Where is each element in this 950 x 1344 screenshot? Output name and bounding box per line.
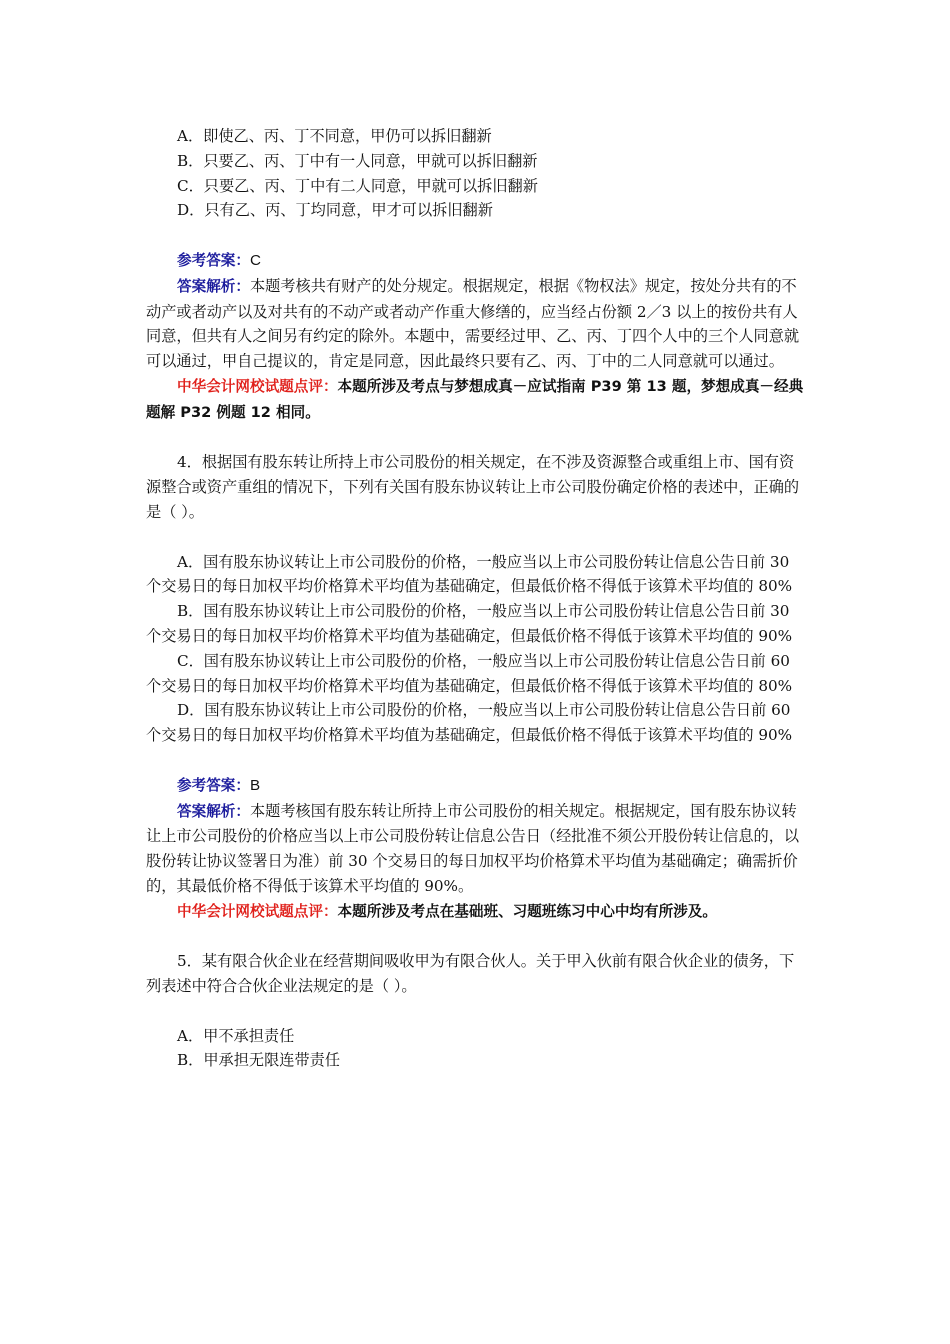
option-d: D．只有乙、丙、丁均同意，甲才可以拆旧翻新: [177, 201, 493, 220]
option-d: D．国有股东协议转让上市公司股份的价格，一般应当以上市公司股份转让信息公告日前 60 个交易日的每日加权平均价格算术平均值为基础确定，但最低价格不得低于该算术平均值的 90%: [146, 701, 793, 745]
review-note: [146, 899, 808, 925]
option-b: B．甲承担无限连带责任: [177, 1051, 341, 1070]
answer-value: C: [249, 251, 261, 269]
spacer: [146, 925, 808, 950]
option-a: A．即使乙、丙、丁不同意，甲仍可以拆旧翻新: [177, 127, 492, 145]
question-3-options: [146, 124, 808, 223]
option-c: C．国有股东协议转让上市公司股份的价格，一般应当以上市公司股份转让信息公告日前 60 个交易日的每日加权平均价格算术平均值为基础确定，但最低价格不得低于该算术平均值的 80%: [146, 651, 793, 695]
spacer: [146, 999, 808, 1024]
question-4-stem: 4．根据国有股东转让所持上市公司股份的相关规定，在不涉及资源整合或重组上市、国有资源整合或资产重组的情况下，下列有关国有股东协议转让上市公司股份确定价格的表述中，正确的是（ ）。: [146, 453, 800, 521]
analysis-label: 答案解析：: [177, 277, 250, 295]
review-text: 本题所涉及考点在基础班、习题班练习中心中均有所涉及。: [337, 902, 717, 920]
reference-answer: [146, 773, 808, 799]
answer-value: B: [249, 776, 261, 794]
spacer: [146, 748, 808, 773]
analysis-label: 答案解析：: [177, 802, 250, 820]
review-note: [146, 374, 808, 426]
review-label: 中华会计网校试题点评：: [177, 377, 338, 395]
option-b: B．只要乙、丙、丁中有一人同意，甲就可以拆旧翻新: [177, 151, 538, 170]
answer-label: 参考答案：: [177, 776, 250, 794]
document-page: [146, 124, 808, 1073]
answer-analysis: [146, 799, 808, 899]
review-label: 中华会计网校试题点评：: [177, 902, 338, 920]
spacer: [146, 426, 808, 451]
answer-label: 参考答案：: [177, 251, 250, 269]
option-c: C．只要乙、丙、丁中有二人同意，甲就可以拆旧翻新: [177, 176, 538, 195]
analysis-text: 本题考核国有股东转让所持上市公司股份的相关规定。根据规定，国有股东协议转让上市公司股份的价格应当以上市公司股份转让信息公告日（经批准不须公开股份转让信息的，以股份转让协议签署日为准）前 30 个交易日的每日加权平均价格算术平均值为基础确定；确需折价的，其最低价格不得低于该算术平均值的 90%。: [146, 801, 800, 895]
answer-analysis: [146, 274, 808, 374]
spacer: [146, 223, 808, 248]
question-5-stem: 5．某有限合伙企业在经营期间吸收甲为有限合伙人。关于甲入伙前有限合伙企业的债务，下列表述中符合合伙企业法规定的是（ ）。: [146, 952, 795, 996]
option-b: B．国有股东协议转让上市公司股份的价格，一般应当以上市公司股份转让信息公告日前 30 个交易日的每日加权平均价格算术平均值为基础确定，但最低价格不得低于该算术平均值的 90%: [146, 602, 793, 645]
option-a: A．国有股东协议转让上市公司股份的价格，一般应当以上市公司股份转让信息公告日前 30 个交易日的每日加权平均价格算术平均值为基础确定，但最低价格不得低于该算术平均值的 80%: [146, 552, 793, 596]
question-4-options: [146, 550, 808, 748]
review-text: 本题所涉及考点与梦想成真－应试指南 P39 第 13 题，梦想成真－经典题解 P32 例题 12 相同。: [146, 377, 804, 421]
reference-answer: [146, 248, 808, 274]
analysis-text: 本题考核共有财产的处分规定。根据规定，根据《物权法》规定，按处分共有的不动产或者动产以及对共有的不动产或者动产作重大修缮的，应当经占份额 2／3 以上的按份共有人同意，但共有人之间另有约定的除外。本题中，需要经过甲、乙、丙、丁四个人中的三个人同意就可以通过，甲自己提议的，肯定是同意，因此最终只要有乙、丙、丁中的二人同意就可以通过。: [146, 276, 800, 371]
spacer: [146, 525, 808, 550]
question-5-options: [146, 1024, 808, 1074]
option-a: A．甲不承担责任: [177, 1026, 295, 1045]
